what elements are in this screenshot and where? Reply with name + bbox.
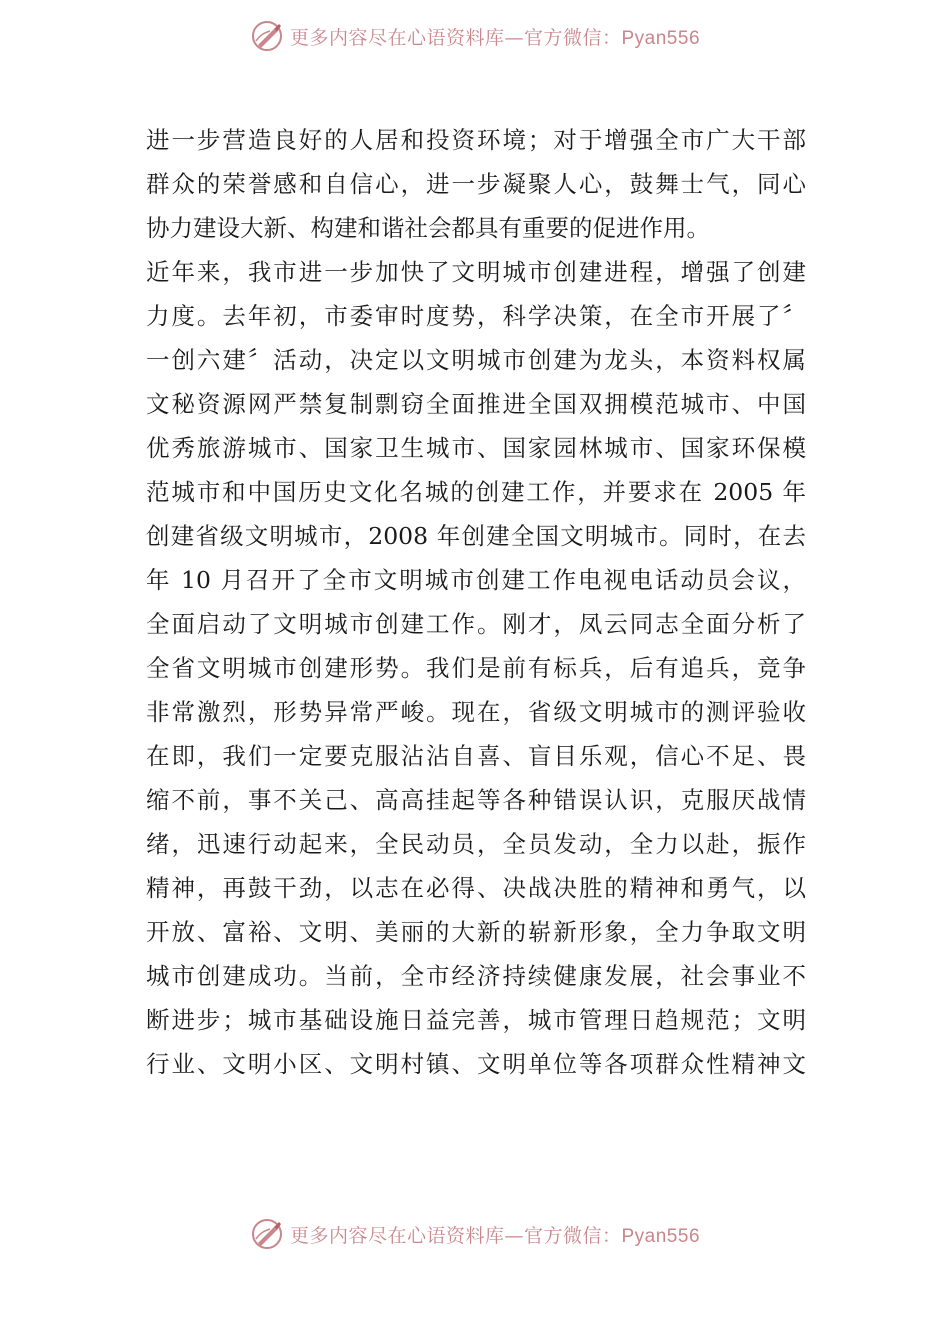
text-line: 开放、富裕、文明、美丽的大新的崭新形象，全力争取文明: [146, 918, 806, 946]
text-line: 全面启动了文明城市创建工作。刚才，凤云同志全面分析了: [146, 610, 806, 638]
pen-logo-icon: [250, 1217, 284, 1251]
text-line: 创建省级文明城市，2008 年创建全国文明城市。同时，在去: [146, 522, 806, 550]
document-body: [146, 118, 806, 1086]
footer-banner: [0, 1214, 950, 1254]
header-banner: [0, 16, 950, 56]
text-line: 精神，再鼓干劲，以志在必得、决战决胜的精神和勇气，以: [146, 874, 806, 902]
text-line: 文秘资源网严禁复制剽窃全面推进全国双拥模范城市、中国: [146, 390, 806, 418]
text-line: 城市创建成功。当前，全市经济持续健康发展，社会事业不: [146, 962, 806, 990]
text-line: 近年来，我市进一步加快了文明城市创建进程，增强了创建: [146, 258, 806, 286]
text-line: 协力建设大新、构建和谐社会都具有重要的促进作用。: [146, 214, 710, 242]
text-line: 力度。去年初，市委审时度势，科学决策，在全市开展了〞: [146, 302, 806, 330]
text-line: 全省文明城市创建形势。我们是前有标兵，后有追兵，竞争: [146, 654, 806, 682]
text-line: 进一步营造良好的人居和投资环境；对于增强全市广大干部: [146, 126, 806, 154]
text-line: 行业、文明小区、文明村镇、文明单位等各项群众性精神文: [146, 1050, 806, 1078]
text-line: 绪，迅速行动起来，全民动员，全员发动，全力以赴，振作: [146, 830, 806, 858]
header-wechat-handle: Pyan556: [621, 27, 701, 49]
text-line: 非常激烈，形势异常严峻。现在，省级文明城市的测评验收: [146, 698, 806, 726]
text-line: 断进步；城市基础设施日益完善，城市管理日趋规范；文明: [146, 1006, 806, 1034]
text-line: 优秀旅游城市、国家卫生城市、国家园林城市、国家环保模: [146, 434, 806, 462]
text-line: 年 10 月召开了全市文明城市创建工作电视电话动员会议，: [146, 566, 806, 594]
text-line: 范城市和中国历史文化名城的创建工作，并要求在 2005 年: [146, 478, 806, 506]
footer-banner-text: 更多内容尽在心语资料库—官方微信：Pyan556: [289, 1224, 701, 1247]
text-line: 一创六建〞活动，决定以文明城市创建为龙头，本资料权属: [146, 346, 806, 374]
text-line: 缩不前，事不关己、高高挂起等各种错误认识，克服厌战情: [146, 786, 806, 814]
text-line: 群众的荣誉感和自信心，进一步凝聚人心，鼓舞士气，同心: [146, 170, 806, 198]
header-banner-text: 更多内容尽在心语资料库—官方微信：Pyan556: [289, 26, 701, 49]
pen-logo-icon: [250, 19, 284, 53]
text-line: 在即，我们一定要克服沾沾自喜、盲目乐观，信心不足、畏: [146, 742, 806, 770]
footer-wechat-handle: Pyan556: [621, 1225, 701, 1247]
